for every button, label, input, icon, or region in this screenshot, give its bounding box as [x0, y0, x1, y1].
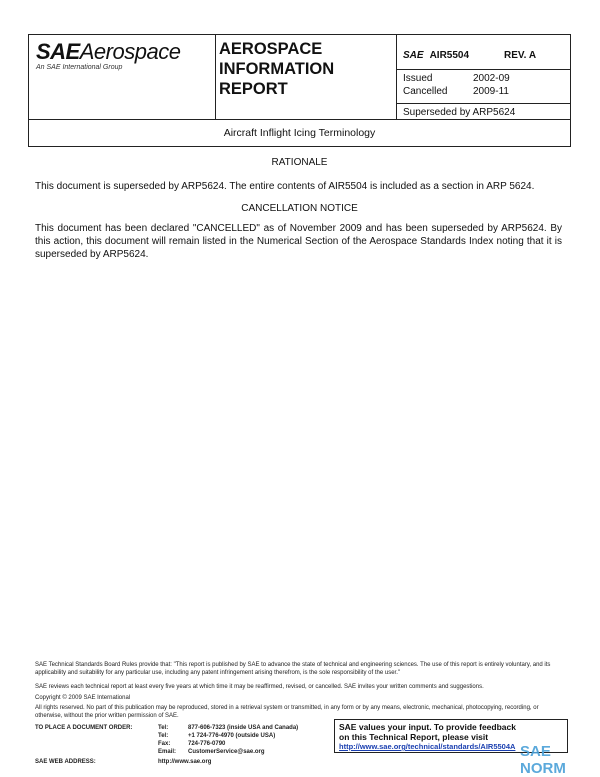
title-line: INFORMATION	[219, 60, 335, 78]
header-divider	[396, 34, 397, 120]
title-line: AEROSPACE	[219, 40, 323, 58]
header-divider	[215, 34, 216, 120]
header-divider	[396, 103, 571, 104]
tel2-label: Tel:	[158, 733, 169, 739]
rights-text: All rights reserved. No part of this publication may be reproduced, stored in a retrieval system or transmitted, in any form or by any means, electronic, mechanical, photocopying, recording, or otherwise, without the prior written permission of SAE.	[35, 705, 539, 719]
revision: REV. A	[504, 50, 537, 61]
document-number	[403, 50, 469, 61]
fax-label: Fax:	[158, 741, 171, 747]
header-divider	[396, 69, 571, 70]
cancellation-text: This document has been declared "CANCELLED" as of November 2009 and has been superseded by ARP5624. By this action, this document will remain listed in the Numerical Section of the Aerospace Standards Index noting that it is superseded by ARP5624.	[35, 223, 562, 260]
tel-label: Tel:	[158, 725, 169, 731]
cancellation-heading: CANCELLATION NOTICE	[241, 203, 358, 214]
document-subtitle: Aircraft Inflight Icing Terminology	[223, 127, 376, 139]
cancelled-label: Cancelled	[403, 86, 448, 97]
feedback-link[interactable]: http://www.sae.org/technical/standards/AIR5504A	[339, 742, 516, 751]
web-link[interactable]: http://www.sae.org	[158, 759, 212, 765]
web-label: SAE WEB ADDRESS:	[35, 759, 96, 765]
rationale-text: This document is superseded by ARP5624. The entire contents of AIR5504 is included as a section in ARP 5624.	[35, 181, 535, 192]
fax-value: 724-776-0790	[188, 741, 226, 747]
order-label: TO PLACE A DOCUMENT ORDER:	[35, 725, 133, 731]
rationale-heading: RATIONALE	[271, 157, 328, 168]
logo-bold: SAE	[36, 39, 80, 64]
tsb-rules-text: SAE Technical Standards Board Rules provide that: "This report is published by SAE to advance the state of technical and engineering sciences. The use of this report is entirely voluntary, and its applicability and suitability for any particular use, including any patent infringement arising therefrom, is the sole responsibility of the user."	[35, 662, 551, 676]
feedback-line: SAE values your input. To provide feedback	[339, 722, 516, 732]
tel-value: 877-606-7323 (inside USA and Canada)	[188, 725, 299, 731]
document-type-title	[219, 39, 394, 99]
watermark: SAE NORM	[520, 743, 566, 777]
issued-label: Issued	[403, 73, 433, 84]
tel2-value: +1 724-776-4970 (outside USA)	[188, 733, 276, 739]
review-text: SAE reviews each technical report at least every five years at which time it may be reaffirmed, revised, or cancelled. SAE invites your written comments and suggestions.	[35, 684, 484, 690]
doc-brand: SAE	[403, 50, 424, 61]
email-label: Email:	[158, 749, 177, 755]
doc-number: AIR5504	[429, 50, 470, 61]
copyright-text: Copyright © 2009 SAE International	[35, 695, 131, 701]
sae-aerospace-logo	[36, 39, 180, 65]
email-link[interactable]: CustomerService@sae.org	[188, 749, 265, 755]
feedback-line: on this Technical Report, please visit	[339, 732, 489, 742]
superseded-by: Superseded by ARP5624	[403, 107, 516, 118]
title-line: REPORT	[219, 80, 288, 98]
cancelled-value: 2009-11	[473, 86, 509, 97]
logo-subtitle: An SAE International Group	[36, 64, 123, 71]
issued-value: 2002-09	[473, 73, 510, 84]
logo-text: Aerospace	[79, 39, 181, 64]
